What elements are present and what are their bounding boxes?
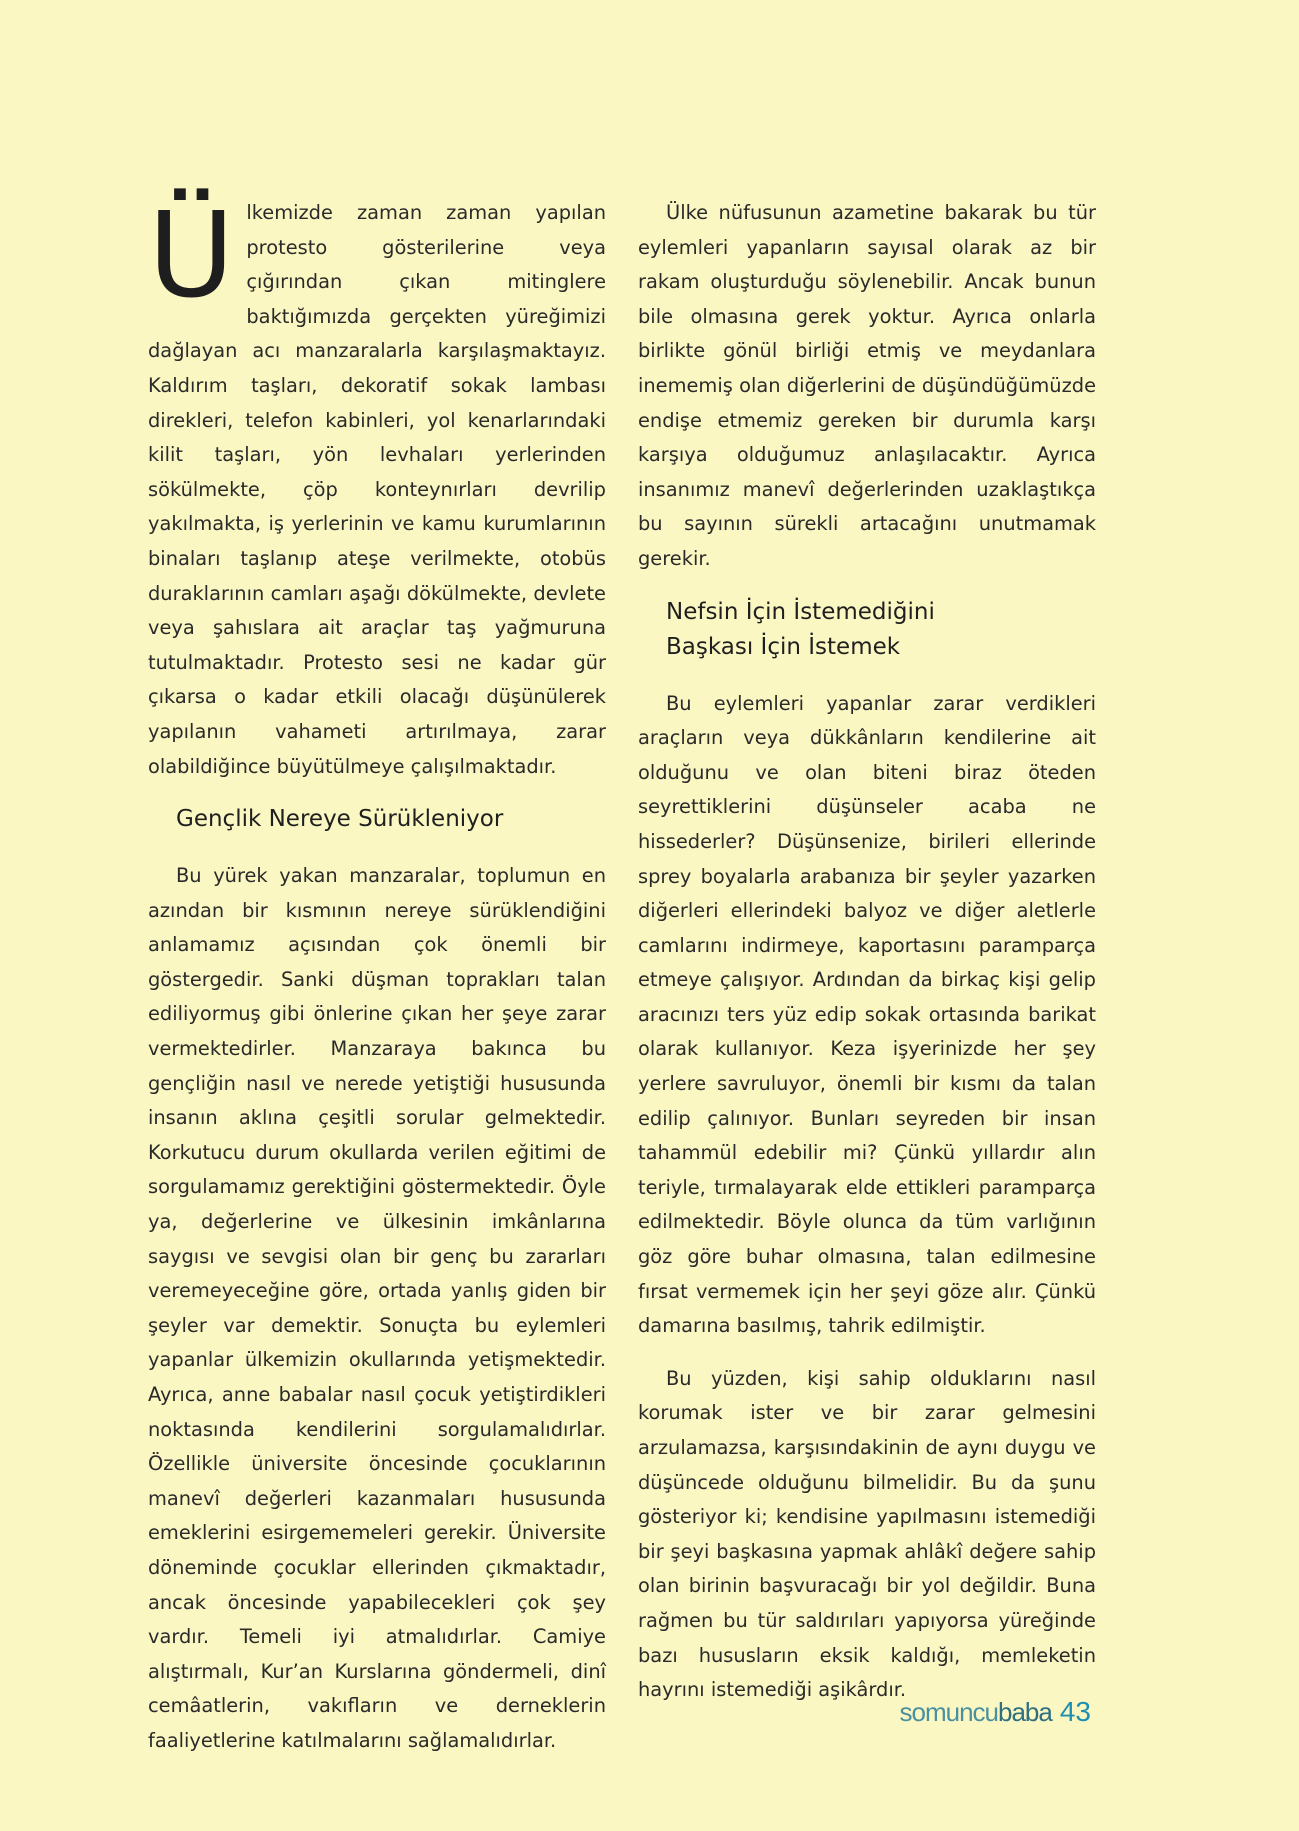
body-paragraph: Bu yürek yakan manzaralar, toplumun en azından bir kısmının nereye sürüklendiğini anlamamız açısından çok önemli bir göstergedir. Sanki düşman toprakları talan ediliyormuş gibi önlerine çıkan her şeye zarar vermektedirler. Manzaraya bakınca bu gençliğin nasıl ve nerede yetiştiği hususunda insanın aklına çeşitli sorular gelmektedir. Korkutucu durum okullarda verilen eğitimi de sorgulamamız gerektiğini göstermektedir. Öyle ya, değerlerine ve ülkesinin imkânlarına saygısı ve sevgisi olan bir genç bu zararları veremeyeceğine göre, ortada yanlış giden bir şeyler var demektir. Sonuçta bu eylemleri yapanlar ülkemizin okullarında yetişmektedir. Ayrıca, anne babalar nasıl çocuk yetiştirdikleri noktasında kendilerini sorgulamalıdırlar. Özellikle üniversite öncesinde çocuklarının manevî değerleri kazanmaları hususunda emeklerini esirgememeleri gerekir. Üniversite döneminde çocuklar ellerinden çıkmaktadır, ancak öncesinde yapabilecekleri çok şey vardır. Temeli iyi atmalıdırlar. Camiye alıştırmalı, Kur’an Kurslarına göndermeli, dinî cemâatlerin, vakıfların ve derneklerin faaliyetlerine katılmalarını sağlamalıdırlar. (148, 864, 606, 1752)
page-number: 43 (1059, 1696, 1091, 1727)
intro-paragraph-text: lkemizde zaman zaman yapılan protesto gösterilerine veya çığırından çıkan mitinglere baktığımızda gerçekten yüreğimizi dağlayan acı manzaralarla karşılaşmaktayız. Kaldırım taşları, dekoratif sokak lambası direkleri, telefon kabinleri, yol kenarlarındaki kilit taşları, yön levhaları yerlerinden sökülmekte, çöp konteynırları devrilip yakılmakta, iş yerlerinin ve kamu kurumlarının binaları taşlanıp ateşe verilmekte, otobüs duraklarının camları aşağı dökülmekte, devlete veya şahıslara ait araçlar taş yağmuruna tutulmaktadır. Protesto sesi ne kadar gür çıkarsa o kadar etkili olacağı düşünülerek yapılanın vahameti artırılmaya, zarar olabildiğince büyütülmeye çalışılmaktadır. (148, 201, 606, 778)
page-footer (900, 1696, 1092, 1728)
magazine-logo (900, 1697, 1052, 1728)
left-column (148, 186, 606, 1759)
body-paragraph: Ülke nüfusunun azametine bakarak bu tür eylemleri yapanların sayısal olarak az bir rakam oluşturduğu söylenebilir. Ancak bunun bile olmasına gerek yoktur. Ayrıca onlarla birlikte gönül birliği etmiş ve meydanlara inememiş olan diğerlerini de düşündüğümüzde endişe etmemiz gereken bir durumla karşı karşıya olduğumuz anlaşılacaktır. Ayrıca insanımız manevî değerlerinden uzaklaştıkça bu sayının sürekli artacağını unutmamak gerekir. (638, 201, 1096, 570)
logo-part-1: somuncu (899, 1697, 998, 1727)
intro-paragraph (148, 186, 606, 784)
drop-cap: Ü (148, 186, 235, 324)
right-column (638, 196, 1096, 1708)
section-heading-nefsin (638, 595, 1096, 665)
section-heading-genclik: Gençlik Nereye Sürükleniyor (176, 806, 504, 833)
logo-part-2: baba (998, 1697, 1052, 1727)
heading-line-1: Nefsin İçin İstemediğini (666, 598, 935, 625)
body-paragraph: Bu yüzden, kişi sahip olduklarını nasıl korumak ister ve bir zarar gelmesini arzulamazsa, karşısındakinin de aynı duygu ve düşüncede olduğunu bilmelidir. Bu da şunu gösteriyor ki; kendisine yapılmasını istemediği bir şeyi başkasına yapmak ahlâkî değere sahip olan birinin başvuracağı bir yol değildir. Buna rağmen bu tür saldırıları yapıyorsa yüreğinde bazı hususların eksik kaldığı, memleketin hayrını istemediği aşikârdır. (638, 1366, 1096, 1702)
body-paragraph: Bu eylemleri yapanlar zarar verdikleri araçların veya dükkânların kendilerine ait olduğunu ve olan biteni biraz öteden seyrettiklerini düşünseler acaba ne hissederler? Düşünsenize, birileri ellerinde sprey boyalarla arabanıza bir şeyler yazarken diğerleri ellerindeki balyoz ve diğer aletlerle camlarını indirmeye, kaportasını paramparça etmeye çalışıyor. Ardından da birkaç kişi gelip aracınızı ters yüz edip sokak ortasında barikat olarak kullanıyor. Keza işyerinizde her şey yerlere savruluyor, önemli bir kısmı da talan edilip çalınıyor. Bunları seyreden bir insan tahammül edebilir mi? Çünkü yıllardır alın teriyle, tırmalayarak elde ettikleri paramparça edilmektedir. Böyle olunca da tüm varlığının göz göre buhar olmasına, talan edilmesine fırsat vermemek için her şeyi göze alır. Çünkü damarına basılmış, tahrik edilmiştir. (638, 691, 1096, 1338)
heading-line-2: Başkası İçin İstemek (666, 633, 901, 660)
